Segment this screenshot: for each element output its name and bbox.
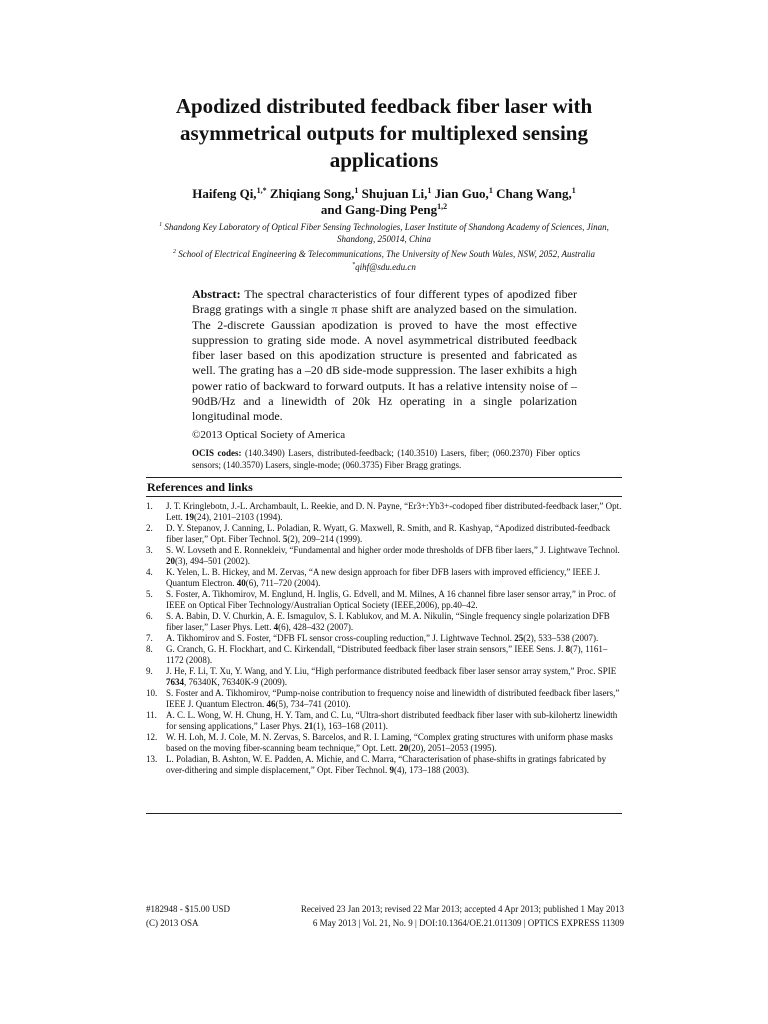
reference-pages: (1), 163–168 (2011).	[313, 721, 388, 731]
reference-number: 2.	[146, 523, 153, 533]
author: and Gang-Ding Peng$^{1,2}$	[320, 202, 448, 217]
reference-list	[146, 501, 622, 776]
ocis-text: (140.3490) Lasers, distributed-feedback; (140.3510) Lasers, fiber; (060.2370) Fiber optics sensors; (140.3570) Lasers, single-mode; (060.3735) Fiber Bragg gratings.	[192, 448, 580, 470]
reference-number: 10.	[146, 688, 158, 698]
reference-volume: 40	[236, 578, 246, 588]
reference-text: D. Y. Stepanov, J. Canning, L. Poladian, R. Wyatt, G. Maxwell, R. Smith, and R. Kashyap, “Apodized distributed-feedback fiber laser,” Opt. Fiber Technol.	[166, 523, 611, 544]
reference-volume: 20	[399, 743, 409, 753]
reference-volume: 5	[282, 534, 288, 544]
abstract-text: The spectral characteristics of four different types of apodized fiber Bragg gratings with a single π phase shift are analyzed based on the simulation. The 2-discrete Gaussian apodization is proved to have the most effective suppression to grating side mode. A novel asymmetrical distributed feedback fiber laser based on this apodization structure is presented and fabricated as well. The grating has a –20 dB side-mode suppression. The laser exhibits a high power ratio of backward to forward outputs. It has a relative intensity noise of –90dB/Hz and a linewidth of 20k Hz operating in a single polarization longitudinal mode.	[192, 287, 577, 424]
author-line-2	[140, 202, 628, 218]
reference-pages: (2), 533–538 (2007).	[523, 633, 599, 643]
reference-volume: 21	[304, 721, 314, 731]
copyright: ©2013 Optical Society of America	[192, 429, 346, 441]
reference-number: 4.	[146, 567, 153, 577]
reference-volume: 46	[266, 699, 276, 709]
author: Haifeng Qi,$^{1,*}$	[192, 186, 267, 201]
corresponding-email[interactable]: *qihf@sdu.edu.cn	[352, 262, 416, 272]
reference-text: L. Poladian, B. Ashton, W. E. Padden, A. Michie, and C. Marra, “Characterisation of phase-shifts in gratings fabricated by over-dithering and simple displacement,” Opt. Fiber Technol.	[166, 754, 607, 775]
reference-pages: (6), 711–720 (2004).	[245, 578, 321, 588]
reference-item	[146, 589, 622, 611]
abstract	[192, 287, 577, 425]
reference-pages: (7), 1161–1172 (2008).	[166, 644, 608, 665]
reference-item	[146, 501, 622, 523]
reference-number: 3.	[146, 545, 153, 555]
reference-volume: 4	[273, 622, 279, 632]
reference-item	[146, 545, 622, 567]
reference-item	[146, 754, 622, 776]
reference-text: J. He, F. Li, T. Xu, Y. Wang, and Y. Liu, “High performance distributed feedback fiber laser sensor array system,” Proc. SPIE	[166, 666, 617, 676]
reference-number: 6.	[146, 611, 153, 621]
divider	[146, 477, 622, 478]
footer-price: #182948 - $15.00 USD	[146, 904, 231, 914]
reference-item	[146, 644, 622, 666]
reference-text: A. Tikhomirov and S. Foster, “DFB FL sensor cross-coupling reduction,” J. Lightwave Technol.	[166, 633, 515, 643]
reference-pages: , 76340K, 76340K-9 (2009).	[184, 677, 287, 687]
reference-item	[146, 710, 622, 732]
footer-dates: Received 23 Jan 2013; revised 22 Mar 2013; accepted 4 Apr 2013; published 1 May 2013	[300, 904, 624, 914]
abstract-label: Abstract:	[192, 287, 241, 301]
reference-pages: (3), 494–501 (2002).	[175, 556, 250, 566]
reference-item	[146, 523, 622, 545]
reference-number: 1.	[146, 501, 153, 511]
reference-text: G. Cranch, G. H. Flockhart, and C. Kirkendall, “Distributed feedback fiber laser strain sensors,” IEEE Sens. J.	[166, 644, 566, 654]
divider	[146, 813, 622, 814]
reference-volume: 8	[565, 644, 571, 654]
references-heading: References and links	[147, 480, 253, 494]
affiliation-1: $^1$ Shandong Key Laboratory of Optical Fiber Sensing Technologies, Laser Institute of Shandong Academy of Sciences, Jinan, Shandong, 250014, China	[159, 222, 609, 244]
reference-text: J. T. Kringlebotn, J.-L. Archambault, L. Reekie, and D. N. Payne, “Er3+:Yb3+-codoped fiber distributed-feedback laser,” Opt. Lett.	[166, 501, 622, 522]
reference-volume: 25	[514, 633, 524, 643]
reference-volume: 7634	[166, 677, 184, 687]
reference-number: 8.	[146, 644, 153, 654]
reference-item	[146, 688, 622, 710]
reference-text: A. C. L. Wong, W. H. Chung, H. Y. Tam, and C. Lu, “Ultra-short distributed feedback fiber laser with sub-kilohertz linewidth for sensing applications,” Laser Phys.	[166, 710, 618, 731]
affiliation-2: $^2$ School of Electrical Engineering & Telecommunications, The University of New South Wales, NSW, 2052, Australia	[172, 249, 596, 259]
author-line-1	[140, 186, 628, 202]
author-list	[140, 186, 628, 218]
reference-text: S. W. Lovseth and E. Ronnekleiv, “Fundamental and higher order mode thresholds of DFB fiber laers,” J. Lightwave Technol.	[166, 545, 620, 555]
reference-number: 11.	[146, 710, 157, 720]
paper-title: Apodized distributed feedback fiber laser with asymmetrical outputs for multiplexed sensing applications	[175, 94, 593, 172]
reference-pages: (4), 173–188 (2003).	[393, 765, 469, 775]
author: Chang Wang,$^1$	[492, 186, 576, 201]
reference-number: 9.	[146, 666, 153, 676]
reference-item	[146, 567, 622, 589]
reference-number: 5.	[146, 589, 153, 599]
author: Zhiqiang Song,$^1$	[266, 186, 359, 201]
reference-text: W. H. Loh, M. J. Cole, M. N. Zervas, S. Barcelos, and R. I. Laming, “Complex grating structures with uniform phase masks based on the moving fiber-scanning beam technique,” Opt. Lett.	[166, 732, 613, 753]
reference-item	[146, 633, 622, 644]
author: Shujuan Li,$^1$	[358, 186, 432, 201]
reference-text: S. Foster, A. Tikhomirov, M. Englund, H. Inglis, G. Edvell, and M. Milnes, A 16 channel fibre laser sensor array,” in Proc. of IEEE on Optical Fiber Technology/Australian Optical Society (IEEE,2006), pp.40–42.	[166, 589, 616, 610]
reference-item	[146, 666, 622, 688]
reference-text: S. Foster and A. Tikhomirov, “Pump-noise contribution to frequency noise and linewidth of distributed feedback fiber lasers,” IEEE J. Quantum Electron.	[166, 688, 620, 709]
reference-text: K. Yelen, L. B. Hickey, and M. Zervas, “A new design approach for fiber DFB lasers with improved efficiency,” IEEE J. Quantum Electron.	[166, 567, 601, 588]
reference-pages: (24), 2101–2103 (1994).	[194, 512, 283, 522]
reference-number: 13.	[146, 754, 158, 764]
reference-number: 7.	[146, 633, 153, 643]
reference-pages: (6), 428–432 (2007).	[278, 622, 354, 632]
reference-number: 12.	[146, 732, 158, 742]
reference-item	[146, 611, 622, 633]
footer-citation: 6 May 2013 | Vol. 21, No. 9 | DOI:10.1364/OE.21.011309 | OPTICS EXPRESS 11309	[312, 918, 624, 928]
ocis-label: OCIS codes:	[192, 448, 242, 458]
author: Jian Guo,$^1$	[431, 186, 493, 201]
divider	[146, 496, 622, 497]
reference-item	[146, 732, 622, 754]
reference-text: S. A. Babin, D. V. Churkin, A. E. Ismagulov, S. I. Kablukov, and M. A. Nikulin, “Single frequency single polarization DFB fiber laser,” Laser Phys. Lett.	[166, 611, 610, 632]
reference-pages: (2), 209–214 (1999).	[287, 534, 363, 544]
reference-pages: (5), 734–741 (2010).	[275, 699, 351, 709]
reference-volume: 9	[389, 765, 394, 775]
reference-pages: (20), 2051–2053 (1995).	[408, 743, 497, 753]
reference-volume: 19	[185, 512, 194, 522]
ocis-codes	[192, 447, 580, 471]
reference-volume: 20	[166, 556, 175, 566]
footer-copyright: (C) 2013 OSA	[146, 918, 199, 928]
